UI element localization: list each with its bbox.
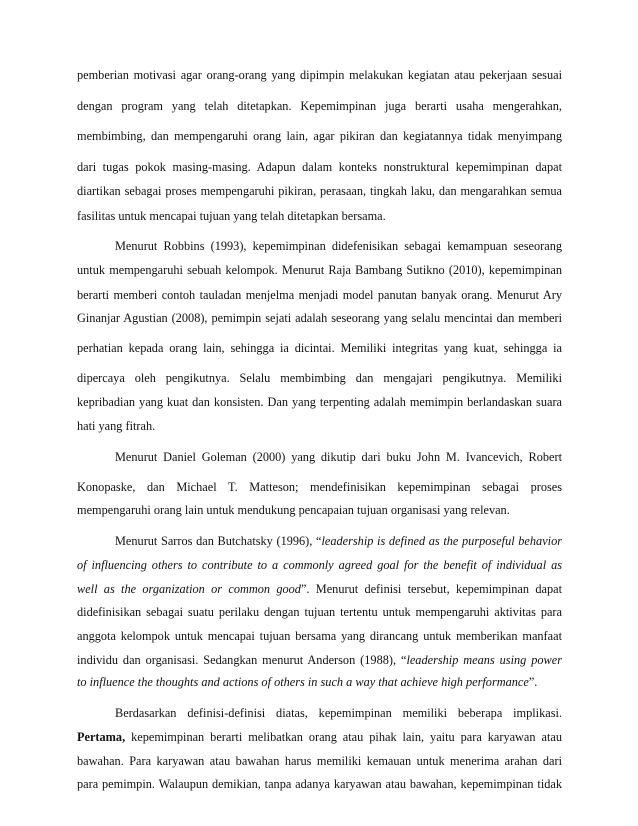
text-run: Konopaske, dan Michael T. Matteson; mendefinisikan kepemimpinan sebagai proses bbox=[77, 480, 562, 494]
text-line bbox=[77, 725, 562, 749]
text-line bbox=[77, 63, 562, 87]
text-line bbox=[77, 306, 562, 330]
text-line bbox=[77, 336, 562, 360]
text-run: berarti memberi contoh tauladan menjelma menjadi model panutan banyak orang. Menurut Ary bbox=[77, 288, 562, 302]
text-line bbox=[115, 234, 562, 258]
text-line bbox=[77, 155, 562, 179]
text-run: Berdasarkan definisi-definisi diatas, kepemimpinan memiliki beberapa implikasi. bbox=[115, 706, 562, 720]
quote-italic: leadership is defined as the purposeful behavior bbox=[321, 534, 562, 548]
text-line bbox=[115, 529, 562, 553]
text-run: diartikan sebagai proses mempengaruhi pikiran, perasaan, tingkah laku, dan mengarahkan semua bbox=[77, 184, 562, 198]
text-run: pemberian motivasi agar orang-orang yang dipimpin melakukan kegiatan atau pekerjaan sesuai bbox=[77, 68, 562, 82]
text-run: individu dan organisasi. Sedangkan menurut Anderson (1988), “ bbox=[77, 653, 407, 667]
text-line bbox=[77, 366, 562, 390]
text-run: hati yang fitrah. bbox=[77, 419, 156, 433]
text-run: kepemimpinan berarti melibatkan orang atau pihak lain, yaitu para karyawan atau bbox=[125, 730, 562, 744]
text-line bbox=[115, 445, 562, 469]
text-line bbox=[77, 553, 562, 577]
text-run: fasilitas untuk mencapai tujuan yang telah ditetapkan bersama. bbox=[77, 209, 386, 223]
bold-term: Pertama, bbox=[77, 730, 126, 744]
text-line bbox=[77, 283, 562, 307]
text-run: dengan program yang telah ditetapkan. Kepemimpinan juga berarti usaha mengerahkan, bbox=[77, 99, 562, 113]
text-line bbox=[77, 772, 562, 796]
text-run: anggota kelompok untuk mencapai tujuan bersama yang dirancang untuk memberikan manfaat bbox=[77, 629, 562, 643]
text-line bbox=[77, 670, 562, 694]
text-line bbox=[77, 124, 562, 148]
text-line bbox=[77, 204, 562, 228]
text-line bbox=[77, 414, 562, 438]
text-run: Ginanjar Agustian (2008), pemimpin sejati adalah seseorang yang selalu mencintai dan memberi bbox=[77, 311, 562, 325]
text-run: bawahan. Para karyawan atau bawahan harus memiliki kemauan untuk menerima arahan dari bbox=[77, 754, 562, 768]
quote-italic: of influencing others to contribute to a commonly agreed goal for the benefit of individual as bbox=[77, 558, 562, 572]
text-line bbox=[77, 94, 562, 118]
text-run: dari tugas pokok masing-masing. Adapun dalam konteks nonstruktural kepemimpinan dapat bbox=[77, 160, 562, 174]
text-line bbox=[77, 258, 562, 282]
text-line bbox=[77, 600, 562, 624]
text-run: kepribadian yang kuat dan konsisten. Dan yang terpenting adalah memimpin berlandaskan suara bbox=[77, 395, 562, 409]
text-run: Menurut Robbins (1993), kepemimpinan didefenisikan sebagai kemampuan seseorang bbox=[115, 239, 562, 253]
text-line bbox=[115, 701, 562, 725]
text-line bbox=[77, 475, 562, 499]
text-run: dipercaya oleh pengikutnya. Selalu membimbing dan mengajari pengikutnya. Memiliki bbox=[77, 371, 562, 385]
text-line bbox=[77, 577, 562, 601]
text-run: membimbing, dan mempengaruhi orang lain, agar pikiran dan kegiatannya tidak menyimpang bbox=[77, 129, 562, 143]
text-run: ”. Menurut definisi tersebut, kepemimpinan dapat bbox=[300, 582, 562, 596]
text-run: para pemimpin. Walaupun demikian, tanpa adanya karyawan atau bawahan, kepemimpinan tidak bbox=[77, 777, 562, 791]
text-line bbox=[77, 179, 562, 203]
text-run: Menurut Daniel Goleman (2000) yang dikutip dari buku John M. Ivancevich, Robert bbox=[115, 450, 562, 464]
quote-italic: leadership means using power bbox=[406, 653, 562, 667]
text-line bbox=[77, 498, 562, 522]
text-run: perhatian kepada orang lain, sehingga ia dicintai. Memiliki integritas yang kuat, sehingga ia bbox=[77, 341, 562, 355]
text-line bbox=[77, 749, 562, 773]
quote-italic: well as the organization or common good bbox=[77, 582, 301, 596]
text-run: didefinisikan sebagai suatu perilaku dengan tujuan tertentu untuk mempengaruhi aktivitas para bbox=[77, 605, 562, 619]
text-run: Menurut Sarros dan Butchatsky (1996), “ bbox=[115, 534, 322, 548]
text-line bbox=[77, 624, 562, 648]
text-run: mempengaruhi orang lain untuk mendukung pencapaian tujuan organisasi yang relevan. bbox=[77, 503, 510, 517]
text-run: ”. bbox=[528, 675, 538, 689]
text-line bbox=[77, 648, 562, 672]
text-run: untuk mempengaruhi sebuah kelompok. Menurut Raja Bambang Sutikno (2010), kepemimpinan bbox=[77, 263, 562, 277]
text-line bbox=[77, 390, 562, 414]
quote-italic: to influence the thoughts and actions of others in such a way that achieve high performance bbox=[77, 675, 529, 689]
